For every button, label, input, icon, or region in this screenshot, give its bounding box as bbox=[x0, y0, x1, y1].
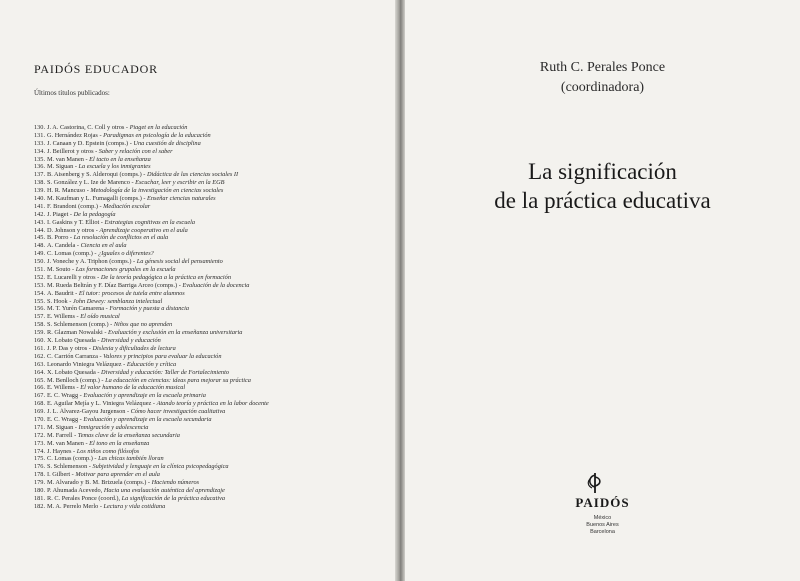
book-list-item bbox=[34, 416, 384, 424]
book-title: Atando teoría y práctica en la labor docente bbox=[156, 400, 269, 408]
book-author: A. Baudrit - bbox=[47, 289, 79, 297]
book-author: J. Canaan y D. Epstein (comps.) - bbox=[47, 139, 134, 147]
book-list-item bbox=[34, 148, 384, 156]
book-number: 171. bbox=[34, 423, 46, 431]
book-title: Didáctica de las ciencias sociales II bbox=[146, 171, 239, 179]
book-list-item bbox=[34, 298, 384, 306]
book-list-item bbox=[34, 329, 384, 337]
book-title: Metodología de la investigación en ciencias sociales bbox=[90, 187, 224, 195]
book-list-item bbox=[34, 203, 384, 211]
book-list-item bbox=[34, 179, 384, 187]
book-list-item bbox=[34, 369, 384, 377]
book-number: 133. bbox=[34, 139, 46, 147]
book-title-line1: La significación bbox=[528, 159, 677, 184]
book-title: El oído musical bbox=[80, 313, 120, 321]
book-number: 145. bbox=[34, 234, 46, 242]
book-number: 130. bbox=[34, 124, 46, 131]
book-title: Dislexia y dificultades de lectura bbox=[92, 344, 176, 352]
book-list-item bbox=[34, 384, 384, 392]
book-author: M. Farrell - bbox=[47, 431, 78, 439]
book-list-item bbox=[34, 495, 384, 503]
book-author: M. T. Yurén Camarena - bbox=[47, 305, 110, 313]
book-title: Evaluación y exclusión en la enseñanza universitaria bbox=[108, 329, 243, 337]
book-title: Temas clave de la enseñanza secundaria bbox=[77, 431, 180, 439]
book-title: Niños que no aprenden bbox=[113, 321, 173, 329]
book-title: Saber y relación con el saber bbox=[98, 147, 173, 155]
book-list-item bbox=[34, 266, 384, 274]
publisher-city-buenos-aires: Buenos Aires bbox=[586, 522, 619, 528]
book-number: 164. bbox=[34, 368, 46, 376]
book-number: 167. bbox=[34, 392, 46, 400]
book-list-item bbox=[34, 503, 384, 511]
book-author: J. Beillerot y otros - bbox=[47, 147, 99, 155]
book-number: 162. bbox=[34, 352, 46, 360]
book-title: La génesis social del pensamiento bbox=[136, 258, 223, 266]
book-list-item bbox=[34, 305, 384, 313]
book-list bbox=[34, 124, 384, 511]
book-list-item bbox=[34, 124, 384, 132]
editor-role: (coordinadora) bbox=[560, 80, 645, 95]
book-number: 138. bbox=[34, 179, 46, 187]
book-number: 144. bbox=[34, 226, 46, 234]
left-page bbox=[0, 0, 395, 581]
book-author: M. Rueda Beltrán y F. Díaz Barriga Arceo (comps.) - bbox=[47, 281, 183, 289]
book-list-item bbox=[34, 361, 384, 369]
book-title: Diversidad y educación bbox=[101, 337, 161, 345]
book-title: Inmigración y adolescencia bbox=[78, 423, 149, 431]
book-list-item bbox=[34, 448, 384, 456]
book-number: 161. bbox=[34, 344, 46, 352]
book-author: E. Aguilar Mejía y L. Viniegra Velázquez - bbox=[47, 400, 157, 408]
book-title: La educación en ciencias: ideas para mejorar su práctica bbox=[105, 376, 251, 384]
book-author: C. Lomas (comp.) - bbox=[47, 250, 99, 258]
book-list-item bbox=[34, 163, 384, 171]
book-list-item bbox=[34, 432, 384, 440]
book-title: Motivar para aprender en el aula bbox=[75, 471, 160, 479]
book-number: 176. bbox=[34, 463, 46, 471]
book-title: De la pedagogía bbox=[73, 210, 116, 218]
book-title: Evaluación de la docencia bbox=[182, 281, 250, 289]
book-number: 181. bbox=[34, 494, 46, 502]
book-title: El tacto en la enseñanza bbox=[89, 155, 151, 163]
book-number: 166. bbox=[34, 384, 46, 392]
book-list-item bbox=[34, 353, 384, 361]
book-number: 180. bbox=[34, 486, 46, 494]
book-list-item bbox=[34, 377, 384, 385]
book-title: Escuchar, leer y escribir en la EGB bbox=[135, 179, 225, 187]
book-list-item bbox=[34, 345, 384, 353]
book-number: 134. bbox=[34, 147, 46, 155]
book-list-item bbox=[34, 171, 384, 179]
book-author: M. Alvarado y B. M. Brizuela (comps.) - bbox=[47, 479, 152, 487]
book-list-item bbox=[34, 455, 384, 463]
book-number: 153. bbox=[34, 281, 46, 289]
book-author: X. Lobato Quesada - bbox=[47, 368, 102, 376]
book-title: Formación y puesta a distancia bbox=[109, 305, 190, 313]
book-author: P. Ahumada Acevedo, bbox=[47, 486, 104, 494]
book-number: 150. bbox=[34, 258, 46, 266]
book-list-item bbox=[34, 313, 384, 321]
book-author: X. Lobato Quesada - bbox=[47, 337, 102, 345]
book-author: S. Hook - bbox=[47, 297, 73, 305]
book-title: Subjetividad y lenguaje en la clínica psicopedagógica bbox=[92, 463, 229, 471]
book-title: John Dewey: semblanza intelectual bbox=[72, 297, 163, 305]
book-author: F. Brandoni (comp.) - bbox=[47, 202, 104, 210]
book-number: 178. bbox=[34, 471, 46, 479]
book-title: Los niños como filósofos bbox=[76, 447, 140, 455]
book-author: R. Glazman Nowalski - bbox=[47, 329, 109, 337]
book-list-item bbox=[34, 471, 384, 479]
book-number: 173. bbox=[34, 439, 46, 447]
book-author: B. Porro - bbox=[47, 234, 74, 242]
book-number: 179. bbox=[34, 479, 46, 487]
book-number: 142. bbox=[34, 210, 46, 218]
series-subtitle: Últimos títulos publicados: bbox=[34, 89, 110, 97]
book-author: E. C. Wragg - bbox=[47, 392, 84, 400]
book-author: M. A. Perrelo Merlo - bbox=[47, 502, 104, 510]
book-number: 157. bbox=[34, 313, 46, 321]
book-author: M. Siguan - bbox=[47, 423, 79, 431]
book-number: 136. bbox=[34, 163, 46, 171]
book-author: C. Carrión Carranza - bbox=[47, 352, 104, 360]
book-author: M. Benlloch (comp.) - bbox=[47, 376, 106, 384]
book-list-item bbox=[34, 321, 384, 329]
book-title: Evaluación y aprendizaje en la escuela primaria bbox=[83, 392, 206, 400]
book-list-item bbox=[34, 392, 384, 400]
book-author: H. R. Mancuso - bbox=[47, 187, 91, 195]
book-list-item bbox=[34, 400, 384, 408]
book-title: Lectura y vida cotidiana bbox=[103, 502, 166, 510]
book-title: Mediación escolar bbox=[103, 202, 151, 210]
book-number: 168. bbox=[34, 400, 46, 408]
book-author: J. L. Álvarez-Gayou Jurgenson - bbox=[47, 408, 131, 416]
book-author: J. A. Castorina, C. Coll y otros - bbox=[47, 124, 130, 131]
book-list-item bbox=[34, 479, 384, 487]
book-list-item bbox=[34, 440, 384, 448]
book-list-item bbox=[34, 242, 384, 250]
book-number: 172. bbox=[34, 431, 46, 439]
book-number: 159. bbox=[34, 329, 46, 337]
book-author: M. Siguan - bbox=[47, 163, 79, 171]
book-number: 139. bbox=[34, 187, 46, 195]
book-title: Paradigmas en psicología de la educación bbox=[103, 131, 211, 139]
book-list-item bbox=[34, 487, 384, 495]
book-author: E. Willems - bbox=[47, 313, 81, 321]
book-title: Hacia una evaluación auténtica del aprendizaje bbox=[103, 486, 225, 494]
book-list-item bbox=[34, 463, 384, 471]
book-author: M. van Manen - bbox=[47, 155, 90, 163]
book-number: 155. bbox=[34, 297, 46, 305]
book-author: J. Voneche y A. Triphon (comps.) - bbox=[47, 258, 137, 266]
book-list-item bbox=[34, 408, 384, 416]
book-number: 137. bbox=[34, 171, 46, 179]
book-title: Ciencia en el aula bbox=[80, 242, 127, 250]
book-author: M. Kaufman y L. Fumagalli (comps.) - bbox=[47, 195, 148, 203]
book-title: Las chicas también lloran bbox=[98, 455, 164, 463]
book-number: 141. bbox=[34, 202, 46, 210]
book-number: 175. bbox=[34, 455, 46, 463]
book-title: ¿Iguales o diferentes? bbox=[98, 250, 154, 258]
book-list-item bbox=[34, 250, 384, 258]
book-list-item bbox=[34, 424, 384, 432]
book-author: R. C. Perales Ponce (coord.), bbox=[47, 494, 122, 502]
book-title: El valor humano de la educación musical bbox=[80, 384, 186, 392]
book-number: 140. bbox=[34, 195, 46, 203]
book-number: 156. bbox=[34, 305, 46, 313]
book-author: M. van Manen - bbox=[47, 439, 90, 447]
book-author: I. Gilbert - bbox=[47, 471, 76, 479]
book-list-item bbox=[34, 290, 384, 298]
book-author: A. Candela - bbox=[47, 242, 81, 250]
book-number: 174. bbox=[34, 447, 46, 455]
book-author: J. Piaget - bbox=[47, 210, 74, 218]
book-number: 158. bbox=[34, 321, 46, 329]
book-title: De la teoría pedagógica a la práctica en formación bbox=[100, 273, 231, 281]
book-list-item bbox=[34, 337, 384, 345]
book-title: Educación y crítica bbox=[126, 360, 177, 368]
book-number: 131. bbox=[34, 131, 46, 139]
book-author: D. Johnson y otros - bbox=[47, 226, 100, 234]
book-number: 152. bbox=[34, 273, 46, 281]
book-title: Evaluación y aprendizaje en la escuela secundaria bbox=[83, 415, 212, 423]
book-author: M. Souto - bbox=[47, 266, 76, 274]
book-number: 170. bbox=[34, 415, 46, 423]
book-author: I. Gaskins y T. Elliot - bbox=[47, 218, 105, 226]
publisher-city-mexico: México bbox=[593, 515, 612, 521]
book-title: El tutor: procesos de tutela entre alumnos bbox=[78, 289, 185, 297]
book-title: La resolución de conflictos en el aula bbox=[73, 234, 169, 242]
book-title: Piaget en la educación bbox=[129, 124, 188, 131]
book-author: S. González y L. Ize de Marenco - bbox=[47, 179, 136, 187]
book-number: 169. bbox=[34, 408, 46, 416]
book-author: C. Lomas (comp.) - bbox=[47, 455, 99, 463]
book-author: E. Lucarelli y otros - bbox=[47, 273, 101, 281]
book-author: J. P. Das y otros - bbox=[47, 344, 93, 352]
book-list-item bbox=[34, 274, 384, 282]
book-number: 148. bbox=[34, 242, 46, 250]
book-list-item bbox=[34, 187, 384, 195]
series-title: PAIDÓS EDUCADOR bbox=[34, 62, 158, 76]
book-title: La escuela y los inmigrantes bbox=[78, 163, 151, 171]
book-author: S. Schlemenson - bbox=[47, 463, 93, 471]
book-author: B. Aisenberg y S. Alderoqui (comps.) - bbox=[47, 171, 147, 179]
book-title: La significación de la práctica educativa bbox=[121, 494, 226, 502]
book-author: Leonardo Viniegra Velázquez - bbox=[47, 360, 127, 368]
paidos-logo-icon bbox=[584, 471, 606, 495]
book-list-item bbox=[34, 234, 384, 242]
book-author: G. Hernández Rojas - bbox=[47, 131, 104, 139]
book-list-item bbox=[34, 219, 384, 227]
book-list-item bbox=[34, 227, 384, 235]
book-list-item bbox=[34, 132, 384, 140]
book-list-item bbox=[34, 156, 384, 164]
book-list-item bbox=[34, 140, 384, 148]
book-list-item bbox=[34, 282, 384, 290]
book-title-line2: de la práctica educativa bbox=[494, 188, 711, 213]
book-list-item bbox=[34, 211, 384, 219]
book-number: 160. bbox=[34, 337, 46, 345]
book-title: Estrategias cognitivas en la escuela bbox=[104, 218, 196, 226]
book-title: Haciendo números bbox=[151, 479, 200, 487]
book-list-item bbox=[34, 195, 384, 203]
book-number: 165. bbox=[34, 376, 46, 384]
book-number: 163. bbox=[34, 360, 46, 368]
book-title: Las formaciones grupales en la escuela bbox=[75, 266, 176, 274]
book-author: E. Willems - bbox=[47, 384, 81, 392]
book-author: E. C. Wragg - bbox=[47, 415, 84, 423]
book-title: Una cuestión de disciplina bbox=[133, 139, 201, 147]
book-number: 151. bbox=[34, 266, 46, 274]
book-number: 154. bbox=[34, 289, 46, 297]
book-title: Diversidad y educación: Taller de Fortalecimiento bbox=[101, 368, 229, 376]
book-number: 149. bbox=[34, 250, 46, 258]
book-list-item bbox=[34, 258, 384, 266]
book-number: 135. bbox=[34, 155, 46, 163]
book-gutter bbox=[395, 0, 405, 581]
book-author: S. Schlemenson (comp.) - bbox=[47, 321, 114, 329]
book-title: Valores y principios para evaluar la educación bbox=[103, 352, 222, 360]
book-number: 143. bbox=[34, 218, 46, 226]
publisher-name: PAIDÓS bbox=[575, 495, 630, 510]
book-title: Enseñar ciencias naturales bbox=[147, 195, 216, 203]
book-title: El tono en la enseñanza bbox=[89, 439, 150, 447]
publisher-city-barcelona: Barcelona bbox=[590, 529, 615, 535]
editor-name: Ruth C. Perales Ponce bbox=[539, 60, 666, 75]
book-title: Cómo hacer investigación cualitativa bbox=[130, 408, 226, 416]
book-title: Aprendizaje cooperativo en el aula bbox=[99, 226, 188, 234]
book-author: J. Haynes - bbox=[47, 447, 77, 455]
book-number: 182. bbox=[34, 502, 46, 510]
